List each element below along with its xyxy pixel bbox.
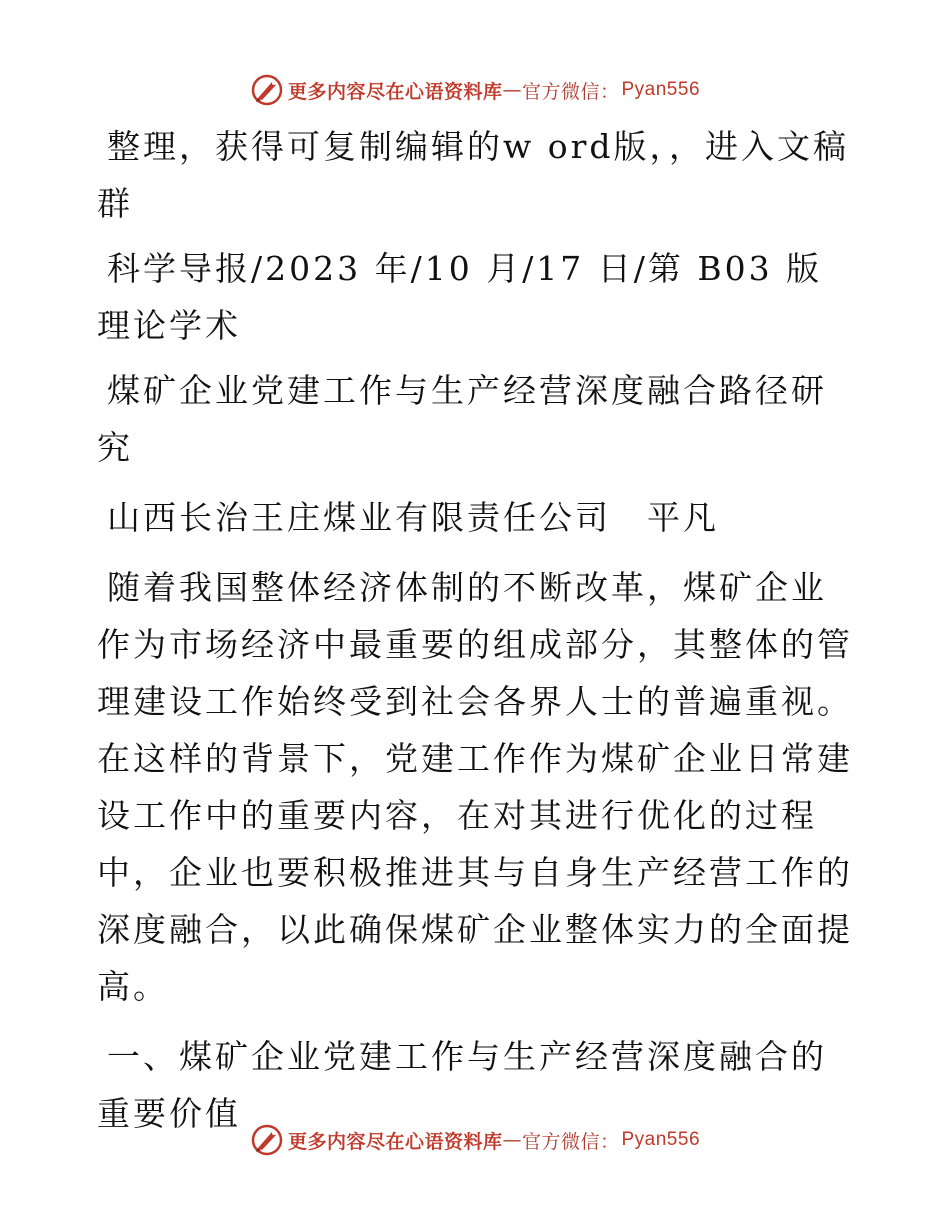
body-paragraph: 随着我国整体经济体制的不断改革，煤矿企业作为市场经济中最重要的组成部分，其整体的管理建设工作始终受到社会各界人士的普遍重视。在这样的背景下，党建工作作为煤矿企业日常建设工作中的重要内容，在对其进行优化的过程中，企业也要积极推进其与自身生产经营工作的深度融合，以此确保煤矿企业整体实力的全面提高。 [97, 568, 853, 1006]
header-watermark-banner [0, 70, 950, 110]
wechat-id: Pyan556 [621, 79, 701, 100]
footer-watermark-banner [0, 1120, 950, 1160]
source-line: 科学导报/2023 年/10 月/17 日/第 B03 版理论学术 [97, 249, 823, 345]
separator-dash: — [502, 1129, 522, 1151]
pen-logo-icon [250, 1123, 284, 1157]
promo-text: 更多内容尽在心语资料库 [287, 1130, 503, 1153]
separator-dash: — [502, 79, 522, 101]
author-line: 山西长治王庄煤业有限责任公司 平凡 [107, 498, 719, 537]
wechat-id: Pyan556 [621, 1129, 701, 1150]
wechat-label: 官方微信： [521, 1130, 620, 1153]
pen-logo-icon [250, 73, 284, 107]
intro-note: 整理，获得可复制编辑的w ord版，，进入文稿群 [97, 127, 850, 223]
wechat-label: 官方微信： [521, 80, 620, 103]
article-title: 煤矿企业党建工作与生产经营深度融合路径研究 [97, 371, 827, 467]
promo-text: 更多内容尽在心语资料库 [287, 80, 503, 103]
section-heading: 一、煤矿企业党建工作与生产经营深度融合的重要价值 [97, 1037, 827, 1133]
document-body [97, 118, 857, 1142]
